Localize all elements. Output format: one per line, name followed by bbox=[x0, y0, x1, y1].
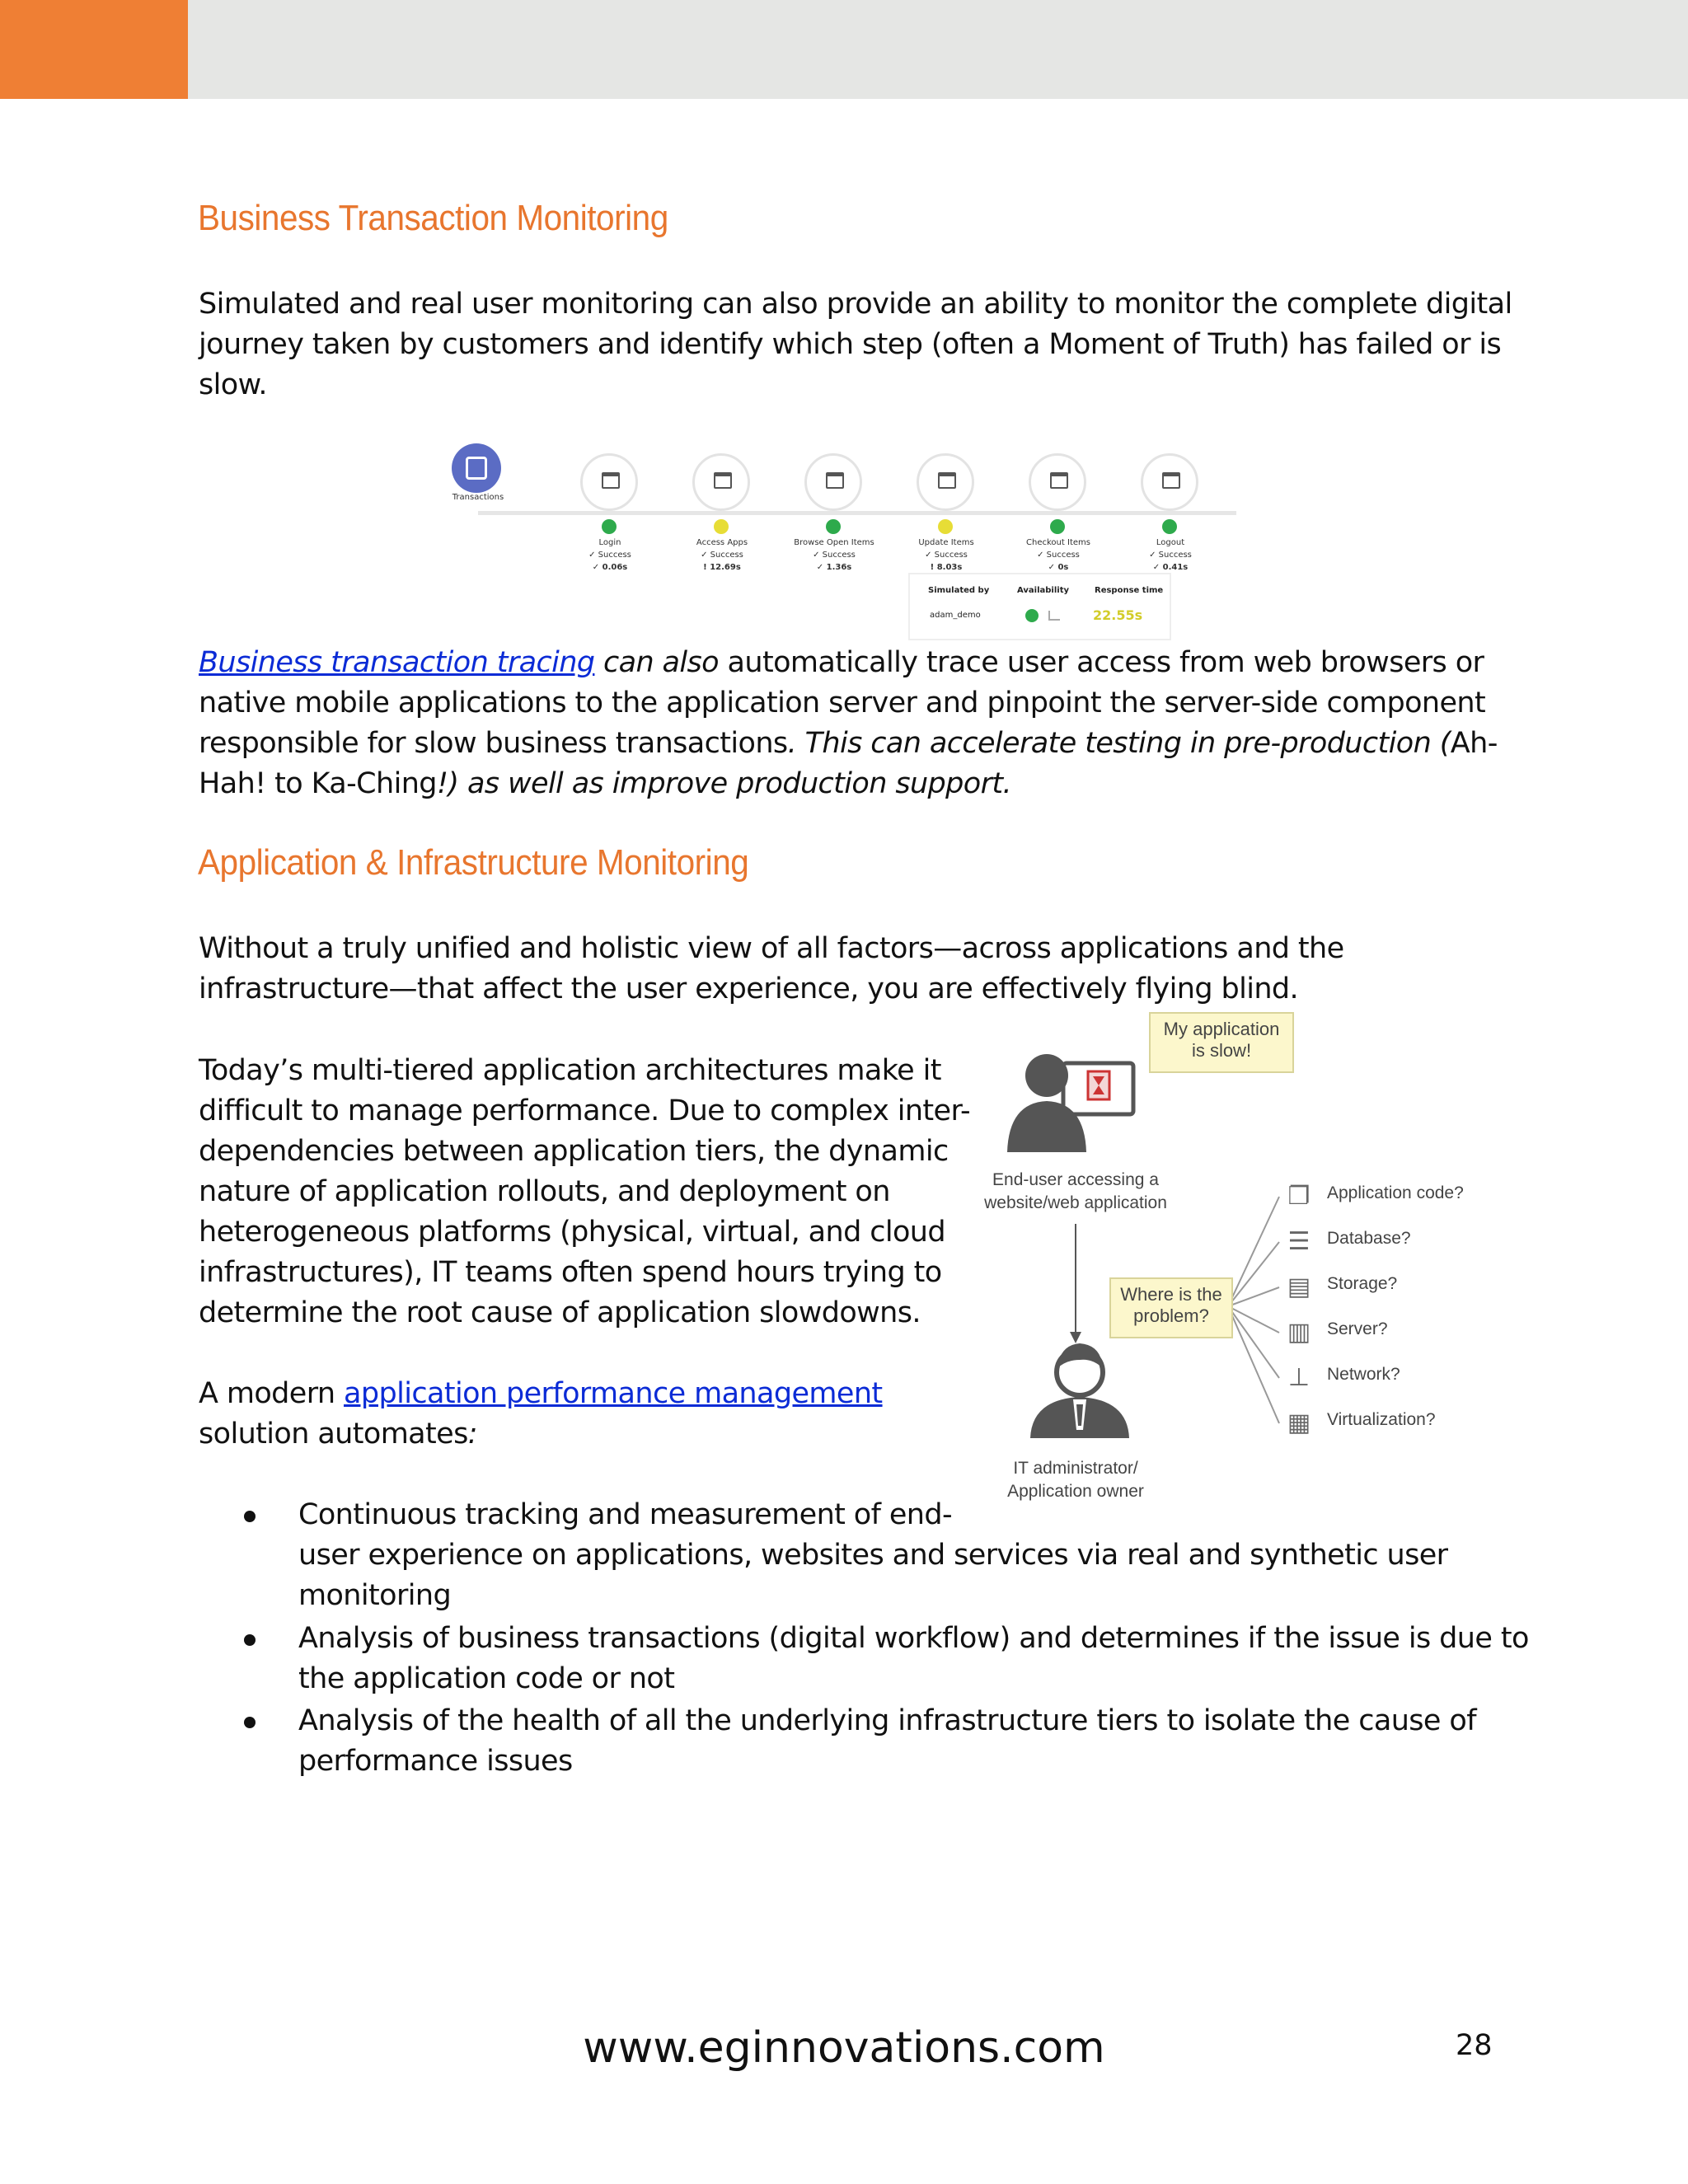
step-window-icon bbox=[804, 453, 862, 511]
step-name: Access Apps bbox=[696, 538, 748, 547]
chart-icon bbox=[1048, 611, 1060, 621]
transaction-step bbox=[776, 453, 892, 618]
page-number: 28 bbox=[1456, 2029, 1493, 2062]
list-item bbox=[298, 1495, 1447, 1616]
status-ok-icon bbox=[602, 519, 617, 534]
item-label: Server? bbox=[1327, 1319, 1388, 1338]
status-ok-icon bbox=[1050, 519, 1065, 534]
col-availability: Availability bbox=[1017, 586, 1069, 595]
step-status: ✓ Success bbox=[925, 551, 968, 560]
step-window-icon bbox=[1141, 453, 1198, 511]
it-admin-icon bbox=[1030, 1343, 1129, 1438]
network-icon: ⊥ bbox=[1287, 1364, 1311, 1391]
header-accent bbox=[0, 0, 188, 99]
bubble-text: My application bbox=[1163, 1019, 1280, 1039]
step-time: ✓ 0.06s bbox=[592, 563, 628, 572]
bubble-text: Where is the bbox=[1120, 1284, 1222, 1305]
step-status: ✓ Success bbox=[813, 551, 856, 560]
step-time: ! 12.69s bbox=[703, 563, 741, 572]
status-warning-icon bbox=[938, 519, 953, 534]
application-performance-management-link[interactable]: application performance management bbox=[344, 1377, 883, 1410]
text-line: infrastructure—that affect the user experience, you are effectively flying blind. bbox=[199, 972, 1299, 1005]
bubble-text: is slow! bbox=[1191, 1040, 1252, 1061]
root-cause-diagram bbox=[981, 1005, 1492, 1508]
transactions-figure bbox=[429, 437, 1253, 643]
footer-website-url[interactable]: www.eginnovations.com bbox=[583, 2023, 1105, 2073]
text-line: nature of application rollouts, and deployment on bbox=[199, 1175, 890, 1208]
transaction-summary-table bbox=[908, 573, 1171, 640]
text-line: A modern application performance management bbox=[199, 1377, 883, 1410]
transaction-step bbox=[552, 453, 668, 618]
section2-paragraph-1 bbox=[199, 929, 1344, 1010]
text-line: Hah! to Ka-Ching!) as well as improve production support. bbox=[199, 767, 1012, 800]
section2-paragraph-2 bbox=[199, 1051, 970, 1333]
text-line: difficult to manage performance. Due to complex inter- bbox=[199, 1094, 971, 1127]
step-time: ! 8.03s bbox=[930, 563, 963, 572]
business-transaction-tracing-link[interactable]: Business transaction tracing bbox=[199, 646, 595, 679]
text-line: Without a truly unified and holistic view of all factors—across applications and the bbox=[199, 932, 1344, 965]
label-line: IT administrator/ bbox=[1013, 1459, 1138, 1478]
database-icon: ☰ bbox=[1287, 1228, 1311, 1255]
status-ok-icon bbox=[1162, 519, 1177, 534]
text-line: monitoring bbox=[298, 1579, 452, 1612]
col-simulated-by: Simulated by bbox=[928, 586, 990, 595]
step-time: ✓ 0s bbox=[1048, 563, 1069, 572]
text-line: journey taken by customers and identify which step (often a Moment of Truth) has failed or is bbox=[199, 328, 1502, 361]
item-label: Network? bbox=[1327, 1365, 1400, 1384]
text-line: Analysis of business transactions (digital workflow) and determines if the issue is due to bbox=[298, 1622, 1529, 1655]
step-status: ✓ Success bbox=[1037, 551, 1080, 560]
step-name: Browse Open Items bbox=[794, 538, 874, 547]
text-line: infrastructures), IT teams often spend hours trying to bbox=[199, 1256, 942, 1289]
transaction-step bbox=[664, 453, 780, 618]
text-line: performance issues bbox=[298, 1745, 573, 1778]
text-line: Simulated and real user monitoring can also provide an ability to monitor the complete digital bbox=[199, 288, 1512, 321]
bubble-text: problem? bbox=[1133, 1305, 1209, 1326]
step-name: Checkout Items bbox=[1026, 538, 1090, 547]
step-status: ✓ Success bbox=[588, 551, 631, 560]
transactions-label: Transactions bbox=[452, 493, 504, 502]
text-line: native mobile applications to the application server and pinpoint the server-side component bbox=[199, 687, 1486, 719]
text-line: heterogeneous platforms (physical, virtual, and cloud bbox=[199, 1216, 946, 1249]
text-line: Business transaction tracing can also automatically trace user access from web browsers or bbox=[199, 646, 1484, 679]
window-icon: ❐ bbox=[1287, 1183, 1311, 1210]
text-line: determine the root cause of application slowdowns. bbox=[199, 1296, 921, 1329]
step-window-icon bbox=[1029, 453, 1086, 511]
list-item bbox=[298, 1701, 1476, 1782]
col-response-time: Response time bbox=[1095, 586, 1164, 595]
text-line: Analysis of the health of all the underlying infrastructure tiers to isolate the cause of bbox=[298, 1704, 1476, 1737]
status-warning-icon bbox=[714, 519, 729, 534]
text-line: user experience on applications, websites and services via real and synthetic user bbox=[298, 1539, 1448, 1572]
diagram-lines bbox=[981, 1005, 1492, 1508]
storage-icon: ▤ bbox=[1287, 1273, 1311, 1301]
end-user-icon bbox=[1007, 1054, 1133, 1152]
item-label: Storage? bbox=[1327, 1274, 1398, 1293]
step-window-icon bbox=[580, 453, 638, 511]
step-status: ✓ Success bbox=[1149, 551, 1192, 560]
item-label: Application code? bbox=[1327, 1183, 1464, 1202]
item-label: Database? bbox=[1327, 1229, 1411, 1248]
section1-paragraph bbox=[199, 284, 1512, 405]
bullet-icon bbox=[244, 1634, 256, 1646]
text-line: Continuous tracking and measurement of end- bbox=[298, 1498, 953, 1531]
transactions-icon bbox=[452, 443, 501, 493]
section-heading-application-infrastructure-monitoring: Application & Infrastructure Monitoring bbox=[198, 842, 749, 883]
text-line: slow. bbox=[199, 368, 267, 401]
availability-ok-icon bbox=[1025, 609, 1039, 622]
text-line: solution automates: bbox=[199, 1418, 477, 1451]
step-name: Logout bbox=[1156, 538, 1185, 547]
simulated-by-value: adam_demo bbox=[930, 611, 981, 620]
step-time: ✓ 0.41s bbox=[1152, 563, 1189, 572]
response-time-value: 22.55s bbox=[1093, 607, 1143, 623]
text-line: responsible for slow business transactions. This can accelerate testing in pre-production (Ah- bbox=[199, 727, 1498, 760]
connector-lines bbox=[1228, 1197, 1279, 1423]
status-ok-icon bbox=[826, 519, 841, 534]
virtualization-icon: ▦ bbox=[1287, 1409, 1311, 1436]
arrow-head bbox=[1070, 1332, 1081, 1343]
speech-bubble-slow bbox=[1149, 1012, 1294, 1073]
end-user-label bbox=[973, 1169, 1179, 1215]
step-name: Update Items bbox=[918, 538, 974, 547]
section2-paragraph-3 bbox=[199, 1374, 883, 1455]
header-bar bbox=[0, 0, 1688, 99]
label-line: Application owner bbox=[1007, 1482, 1144, 1501]
step-name: Login bbox=[598, 538, 621, 547]
bullet-icon bbox=[244, 1717, 256, 1728]
text-line: Today’s multi-tiered application architectures make it bbox=[199, 1054, 941, 1087]
list-item bbox=[298, 1619, 1529, 1699]
bullet-icon bbox=[244, 1511, 256, 1522]
step-window-icon bbox=[917, 453, 974, 511]
text-line: the application code or not bbox=[298, 1662, 675, 1695]
step-window-icon bbox=[692, 453, 750, 511]
text-line: dependencies between application tiers, the dynamic bbox=[199, 1135, 949, 1168]
step-status: ✓ Success bbox=[701, 551, 743, 560]
section-heading-business-transaction-monitoring: Business Transaction Monitoring bbox=[198, 198, 668, 238]
section1-paragraph-2 bbox=[199, 643, 1498, 804]
speech-bubble-where bbox=[1109, 1277, 1233, 1338]
item-label: Virtualization? bbox=[1327, 1410, 1436, 1429]
label-line: website/web application bbox=[984, 1193, 1167, 1212]
label-line: End-user accessing a bbox=[992, 1170, 1159, 1189]
server-icon: ▥ bbox=[1287, 1319, 1311, 1346]
step-time: ✓ 1.36s bbox=[816, 563, 852, 572]
